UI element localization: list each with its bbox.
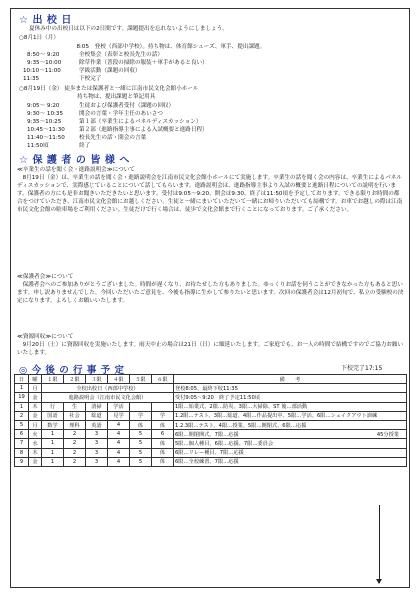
dismissal-time: 下校完了17:15 — [341, 365, 383, 372]
section-title-upcoming-events: ◎ 今 後 の 行 事 予 定 — [19, 365, 125, 376]
section-title-parents: ☆ 保 護 者 の 皆 様 へ — [19, 155, 130, 166]
notice-heading-recycling: ≪資源回収≫について — [17, 334, 74, 340]
intro-text: 夏休み中の出校日は以下の2日間です。課題提出を忘れないようにしましょう。 — [29, 26, 228, 32]
table-row: 19 金 進路説明会（江南市民文化会館） 受付9:05〜9:20 終了予定11:50頃 — [15, 393, 407, 402]
header-cell: ５限 — [130, 375, 152, 384]
schedule-row: 9:30〜 10:35 開会の言葉・学年主任のあいさつ — [27, 111, 163, 117]
notice-body-recycling: 9月20日（土）に資源回収を実施いたします。雨天中止の場合は21日（日）に順延いたします。ご家庭でも、お一人の時間で結構ですのでご協力お願いいたします。 — [17, 342, 404, 357]
header-cell: 曜 — [29, 375, 42, 384]
table-header-row — [15, 375, 407, 384]
header-cell: 備 考 — [174, 375, 407, 384]
newsletter-page — [10, 8, 410, 588]
table-row: 6 火 1 2 3 4 5 6 6限…開閉開式、7限…応援 45分授業 — [15, 430, 407, 439]
notice-body-parents-meeting: 保護者会へのご参加ありがとうございました。時間が遅くなり、お待たせした方もありました。ゆっくりお話を伺うことができなかった方もあると思います。申し訳ありませんでした。今回いただいたご意見を、今後も指導に生かして参りたいと思います。次回の保護者会は12月初旬で、私立の受験校の決定になります。よろしくお願いいたします。 — [17, 282, 404, 305]
schedule-row: 10:45〜11:30 第２部（進路指導主事による入試概要と進路日程） — [27, 127, 208, 133]
header-cell: ６限 — [152, 375, 174, 384]
table-row: 2 金 国語 社会 総道 見学 学 学 1.2限…テスト、3限…総道、4限…作品提出中、5限…学活、6限…シェイクアウト訓練 — [15, 411, 407, 420]
table-row: 1 木 行 生 清掃 学活 1限…始業式、2限…防災、3限…大掃除、ST 後…部活動 — [15, 402, 407, 411]
header-cell: ３限 — [86, 375, 108, 384]
table-row: 5 月 数学 理科 英語 4 体 体 1.2.3限…テスト、4限…授業、5限…開閉式、6限…応援 — [15, 420, 407, 429]
table-row: 9 金 1 2 3 4 5 体 6限…全校練習、7限…応援 — [15, 457, 407, 466]
schedule-row: 8:05 登校（西部中学校）。持ち物は、体育館シューズ、軍手、提出課題。 — [76, 44, 266, 50]
notice-heading-briefing: ≪卒業生の話を聞く会・進路説明会≫について — [17, 167, 135, 173]
notice-body-briefing: 8月19日（金）は、卒業生の話を聞く会・進路説明会を江南市民文化会館小ホールにて実施します。卒業生の話を聞く会の内容は、卒業生によるパネルディスカッションで、実際感じていることについて話してもらいます。進路説明会は、進路指導主事より入試の概要と進路日程についての説明を行います。保護者の方にも是非お聞きいただきたいと思います。受付は9:05〜9:20、開会は9:30、終了は11:50頃を予定しております。できる限りお時間の都合をつけていただき、江南市民文化会館にお越しください。生徒と一緒にまいていただいて一緒にお帰りいただいても結構です。お車でお越しの際は江南市民文化会館の駐車場をご利用ください。生徒だけで行く場合は、徒歩で文化会館まで行くことになっております。ご了承ください。 — [17, 175, 403, 214]
schedule-row: 9:35〜10:00 除草作業（普段の掃除の服装＋軍手があると良い） — [27, 60, 208, 66]
header-cell: 日 — [15, 375, 29, 384]
schedule-row: 9:05〜 9:20 生徒および保護者受付（課題の回収） — [27, 103, 175, 109]
schedule-row: 10:10〜11:00 学級活動（課題の回収） — [23, 68, 141, 74]
down-arrow-icon — [379, 505, 380, 583]
header-cell: １限 — [42, 375, 64, 384]
schedule-row: 11:50頃 終了 — [27, 143, 91, 149]
header-cell: ２限 — [64, 375, 86, 384]
aug1-date: ○8月1日（月） — [19, 35, 59, 41]
table-row: 7 水 1 2 3 4 5 体 5限…個人種目、6限…応援、7限…委員会 — [15, 439, 407, 448]
aug19-items: 持ち物は、提出課題と筆記用具 — [77, 94, 156, 100]
aug19-date: ○8月19日（金） 徒歩または保護者と一緒に江南市民文化会館小ホール — [19, 86, 199, 92]
notice-heading-parents-meeting: ≪保護者会≫について — [17, 274, 74, 280]
schedule-row: 11:35 下校完了 — [23, 76, 102, 82]
section-title-school-days: ☆ 出 校 日 — [19, 15, 72, 26]
header-cell: ４限 — [108, 375, 130, 384]
schedule-row: 8:50〜 9:20 全校集会（表彰と校長先生の話） — [27, 52, 163, 58]
table-row: 1 月 全校出校日（西部中学校） 登校8:05、最終下校11:35 — [15, 384, 407, 393]
short-class-note: 45分授業 — [376, 431, 399, 438]
event-schedule-table — [14, 374, 407, 467]
table-row: 8 木 1 2 3 4 5 体 6限…リレー種目、7限…応援 — [15, 448, 407, 457]
schedule-row: 11:40〜11:50 校長先生の話・閉会の言葉 — [27, 135, 147, 141]
schedule-row: 9:35〜10:25 第１部（卒業生によるパネルディスカッション） — [27, 119, 202, 125]
